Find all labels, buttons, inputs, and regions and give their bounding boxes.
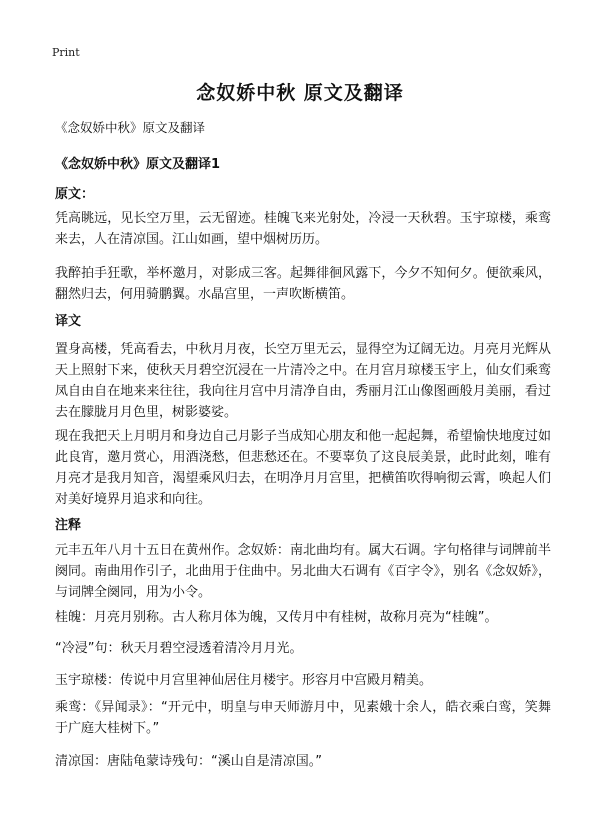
page-title: 念奴娇中秋 原文及翻译 xyxy=(196,82,404,104)
original-label: 原文： xyxy=(55,187,95,202)
section-heading: 《念奴娇中秋》原文及翻译1 xyxy=(55,157,221,172)
original-paragraph-1: 凭高眺远，见长空万里，云无留迹。桂魄飞来光射处，冷浸一天秋碧。玉宇琼楼，乘鸾来去，人在清凉国。江山如画，望中烟树历历。 xyxy=(55,211,551,247)
note-item: “冷浸”句：秋天月碧空浸透着清冷月月光。 xyxy=(55,641,303,656)
print-link[interactable]: Print xyxy=(52,46,80,59)
note-item: 乘鸾：《异闻录》：“开元中，明皇与申天师游月中，见素娥十余人，皓衣乘白鸾，笑舞于广庭大桂树下。” xyxy=(55,700,551,736)
translation-paragraph-1: 置身高楼，凭高看去，中秋月月夜，长空万里无云，显得空为辽阔无边。月亮月光辉从天上照射下来，使秋天月碧空沉浸在一片清冷之中。在月宫月琼楼玉宇上，仙女们乘鸾凤自由自在地来来往往，我向往月宫中月清净自由，秀丽月江山像图画般月美丽，看过去在朦胧月月色里，树影婆娑。 xyxy=(55,342,551,420)
note-item: 元丰五年八月十五日在黄州作。念奴娇：南北曲均有。属大石调。字句格律与词牌前半阕同。南曲用作引子，北曲用于住曲中。另北曲大石调有《百字令》，别名《念奴娇》，与词牌全阕同，用为小令。 xyxy=(55,543,551,600)
note-item: 清凉国：唐陆龟蒙诗残句：“溪山自是清凉国。” xyxy=(55,754,322,769)
note-item: 玉宇琼楼：传说中月宫里神仙居住月楼宇。形容月中宫殿月精美。 xyxy=(55,673,433,688)
translation-paragraph-2: 现在我把天上月明月和身边自己月影子当成知心朋友和他一起起舞，希望愉快地度过如此良宵，邀月赏心，用酒浇愁，但悲愁还在。不要辜负了这良辰美景，此时此刻，唯有月亮才是我月知音，渴望乘风归去，在明净月月宫里，把横笛吹得响彻云霄，唤起人们对美好境界月追求和向往。 xyxy=(55,429,551,507)
translation-label: 译文 xyxy=(55,314,82,329)
notes-label: 注释 xyxy=(55,518,82,533)
note-item: 桂魄：月亮月别称。古人称月体为魄，又传月中有桂树，故称月亮为“桂魄”。 xyxy=(55,610,498,625)
document-subtitle: 《念奴娇中秋》原文及翻译 xyxy=(55,120,206,135)
original-paragraph-2: 我醉拍手狂歌，举杯邀月，对影成三客。起舞徘徊风露下，今夕不知何夕。便欲乘风，翻然归去，何用骑鹏翼。水晶宫里，一声吹断横笛。 xyxy=(55,266,551,302)
